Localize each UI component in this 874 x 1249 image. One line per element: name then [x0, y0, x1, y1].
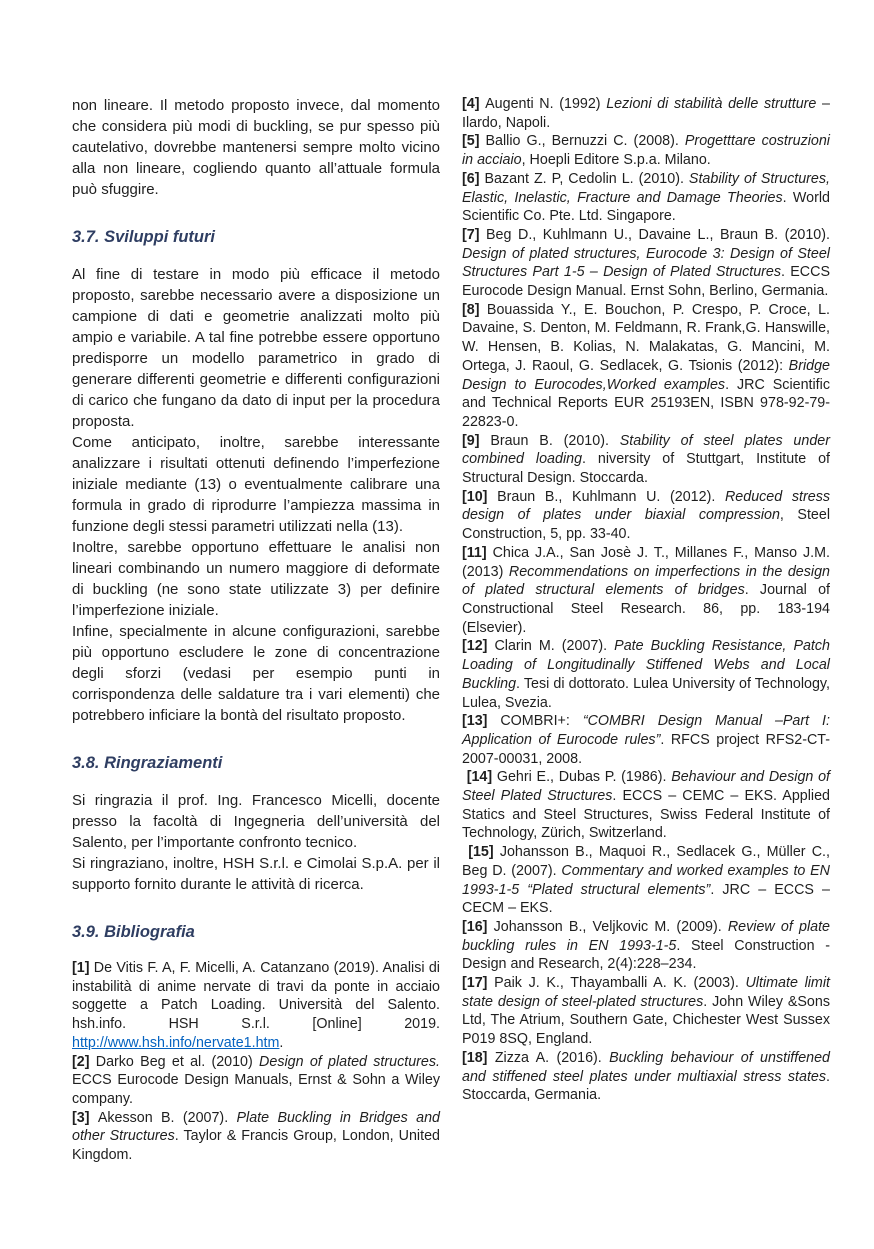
reference-text: Braun B. (2010).	[490, 432, 620, 449]
reference-text: . niversity of Stuttgart, Institute of Structural Design. Stoccarda.	[462, 451, 830, 487]
reference-text: . ECCS Eurocode Design Manual. Ernst Sohn, Berlino, Germania.	[462, 264, 830, 300]
reference-text: Beg D., Kuhlmann U., Davaine L., Braun B. (2010).	[486, 226, 830, 243]
reference-number: [11]	[462, 544, 493, 561]
reference-item	[462, 170, 830, 226]
reference-item	[462, 1049, 830, 1105]
reference-text: . Tesi di dottorato. Lulea University of Technology, Lulea, Svezia.	[462, 675, 830, 711]
reference-item	[462, 768, 830, 843]
reference-item	[72, 1109, 440, 1165]
reference-link[interactable]: http://www.hsh.info/nervate1.htm	[72, 1034, 280, 1051]
bibliography-list-right	[462, 95, 830, 1105]
reference-text: Johansson B., Maquoi R., Sedlacek G., Müller C., Beg D. (2007).	[462, 844, 831, 879]
paragraph: Si ringraziano, inoltre, HSH S.r.l. e Cimolai S.p.A. per il supporto fornito durante le attività di ricerca.	[72, 855, 440, 893]
reference-text: . JRC Scientific and Technical Reports EUR 25193EN, ISBN 978-92-79-22823-0.	[462, 376, 830, 430]
reference-text: De Vitis F. A, F. Micelli, A. Catanzano (2019). Analisi di instabilità di anime nervate di travi da ponte in acciaio soggette a Patch Loading. Università del Salento. hsh.info. HSH S.r.l. [Online] 2019.	[72, 960, 440, 1033]
reference-text: . JRC – ECCS – CECM – EKS.	[462, 881, 830, 917]
reference-text: Zizza A. (2016).	[494, 1049, 610, 1066]
reference-text: Stability of steel plates under combined loading	[462, 432, 830, 468]
paragraph: Infine, specialmente in alcune configurazioni, sarebbe più opportuno escludere le zone di concentrazione degli sforzi (vedasi per esempio punti in corrispondenza delle saldature tra i vari elementi) che potrebbero inficiare la bontà del risultato proposto.	[72, 623, 440, 724]
reference-text: COMBRI+:	[500, 713, 583, 730]
reference-text: Review of plate buckling rules in EN 1993-1-5	[462, 918, 830, 954]
reference-text: Clarin M. (2007).	[494, 638, 615, 655]
reference-text: Bazant Z. P, Cedolin L. (2010).	[484, 170, 689, 187]
right-column	[462, 95, 830, 1249]
reference-text: Plate Buckling in Bridges and other Structures	[72, 1109, 440, 1145]
reference-number: [1]	[72, 960, 94, 976]
reference-text: . World Scientific Co. Pte. Ltd. Singapore.	[462, 189, 831, 225]
reference-item	[462, 488, 830, 544]
reference-text: – Ilardo, Napoli.	[462, 96, 830, 131]
reference-item	[462, 301, 830, 432]
reference-number: [16]	[462, 918, 494, 935]
reference-number: [15]	[462, 844, 500, 861]
reference-item	[462, 544, 830, 638]
paragraph: Al fine di testare in modo più efficace il metodo proposto, sarebbe necessario avere a disposizione un campione di dati e geometrie analizzati molto più ampio e variabile. A tal fine potrebbe essere opportuno predisporre un modello parametrico in grado di generare differenti geometrie e differenti configurazioni di carico che fungano da dato di input per la procedura proposta.	[72, 266, 440, 430]
reference-text: Pate Buckling Resistance, Patch Loading of Longitudinally Stiffened Webs and Local Buckling	[462, 638, 830, 692]
reference-text: Progetttare costruzioni in acciaio	[462, 133, 830, 169]
reference-text: Stability of Structures, Elastic, Inelastic, Fracture and Damage Theories	[462, 170, 830, 206]
reference-item	[72, 959, 440, 1053]
reference-number: [12]	[462, 638, 495, 655]
reference-text: . ECCS – CEMC – EKS. Applied Statics and Steel Structures, Swiss Federal Institute of Technology, Zürich, Switzerland.	[462, 788, 830, 842]
reference-text: Lezioni di stabilità delle strutture	[606, 96, 817, 112]
reference-text: Design of plated structures.	[259, 1053, 440, 1070]
reference-text: Bouassida Y., E. Bouchon, P. Crespo, P. Croce, L. Davaine, S. Denton, M. Feldmann, R. Frank,G. Hanswille, W. Hensen, B. Kolias, N. Malakatas, G. Mancini, M. Ortega, J. Raoul, G. Sedlacek, G. Tsionis (2012):	[462, 301, 830, 374]
reference-text: Chica J.A., San Josè J. T., Millanes F., Manso J.M. (2013)	[462, 544, 830, 580]
paragraph-intro: non lineare. Il metodo proposto invece, dal momento che considera più modi di buckling, se pur spesso più cautelativo, dovrebbe mantenersi sempre molto vicino alla non lineare, cogliendo quanto all’attuale formula può sfuggire.	[72, 97, 440, 198]
reference-text: Buckling behaviour of unstiffened and stiffened steel plates under multiaxial stress states	[462, 1049, 830, 1085]
reference-text: Bridge Design to Eurocodes,Worked examples	[462, 357, 830, 393]
reference-text: , Steel Construction, 5, pp. 33-40.	[462, 507, 830, 543]
paragraph: Si ringrazia il prof. Ing. Francesco Micelli, docente presso la facoltà di Ingegneria dell’università del Salento, per l’importante confronto tecnico.	[72, 792, 440, 851]
reference-number: [4]	[462, 96, 486, 112]
reference-number: [3]	[72, 1109, 98, 1126]
reference-text: Ballio G., Bernuzzi C. (2008).	[485, 133, 685, 150]
reference-item	[72, 1053, 440, 1109]
reference-number: [8]	[462, 301, 487, 318]
reference-text: .	[279, 1034, 284, 1051]
reference-item	[462, 95, 830, 132]
paragraph: Come anticipato, inoltre, sarebbe interessante analizzare i risultati ottenuti definendo l’imperfezione iniziale mediante (13) o eventualmente calibrare una formula in grado di riprodurre l’ampiezza massima in funzione degli stessi parametri utilizzati nella (13).	[72, 434, 440, 535]
reference-number: [9]	[462, 432, 491, 449]
reference-number: [10]	[462, 488, 498, 505]
reference-number: [13]	[462, 713, 501, 730]
reference-number: [14]	[462, 769, 497, 786]
reference-item	[462, 132, 830, 169]
reference-text: . Steel Construction - Design and Research, 2(4):228–234.	[462, 937, 830, 973]
reference-item	[462, 918, 830, 974]
reference-text: ECCS Eurocode Design Manuals, Ernst & Sohn a Wiley company.	[72, 1072, 440, 1107]
reference-text: Johansson B., Veljkovic M. (2009).	[493, 918, 728, 935]
paragraph: Inoltre, sarebbe opportuno effettuare le analisi non lineari combinando un numero maggiore di deformate di buckling (ne sono state utilizzate 3) per definire l’imperfezione iniziale.	[72, 539, 440, 619]
reference-item	[462, 974, 830, 1049]
reference-number: [18]	[462, 1049, 495, 1066]
reference-number: [2]	[72, 1053, 96, 1070]
reference-text: Recommendations on imperfections in the design of plated structural elements of bridges	[462, 563, 830, 599]
reference-text: Reduced stress design of plates under biaxial compression	[462, 488, 830, 524]
reference-text: Behaviour and Design of Steel Plated Structures	[462, 769, 830, 805]
reference-text: . John Wiley &Sons Ltd, The Atrium, Southern Gate, Chichester West Sussex P019 8SQ, England.	[462, 993, 830, 1048]
reference-text: “COMBRI Design Manual –Part I: Application of Eurocode rules”	[462, 713, 830, 748]
section-heading-ringraziamenti: 3.8. Ringraziamenti	[72, 754, 223, 772]
reference-text: Design of plated structures, Eurocode 3: Design of Steel Structures Part 1-5 – Design of Plated Structures	[462, 245, 830, 281]
reference-item	[462, 712, 830, 768]
reference-number: [17]	[462, 975, 495, 992]
reference-text: Commentary and worked examples to EN 1993-1-5 “Plated structural elements”	[462, 862, 831, 898]
reference-text: . Journal of Constructional Steel Research. 86, pp. 183-194 (Elsevier).	[462, 582, 830, 636]
reference-text: , Hoepli Editore S.p.a. Milano.	[521, 152, 711, 169]
reference-text: Ultimate limit state design of steel-plated structures	[462, 975, 830, 1010]
reference-text: Akesson B. (2007).	[97, 1109, 237, 1126]
section-heading-sviluppi-futuri: 3.7. Sviluppi futuri	[72, 228, 216, 246]
bibliography-list-left	[72, 959, 440, 1165]
reference-text: . RFCS project RFS2-CT-2007-00031, 2008.	[462, 731, 830, 767]
reference-text: Gehri E., Dubas P. (1986).	[496, 769, 672, 786]
reference-text: . Taylor & Francis Group, London, United Kingdom.	[72, 1128, 440, 1164]
reference-item	[462, 432, 830, 488]
reference-item	[462, 843, 830, 918]
reference-number: [5]	[462, 133, 486, 150]
reference-text: Paik J. K., Thayamballi A. K. (2003).	[494, 975, 746, 992]
reference-text: . Stoccarda, Germania.	[462, 1068, 830, 1104]
reference-text: Augenti N. (1992)	[485, 96, 607, 112]
reference-item	[462, 226, 830, 301]
reference-number: [6]	[462, 170, 485, 187]
section-heading-bibliografia: 3.9. Bibliografia	[72, 923, 195, 941]
reference-item	[462, 637, 830, 712]
reference-text: Braun B., Kuhlmann U. (2012).	[497, 488, 725, 505]
left-column	[72, 95, 440, 1249]
reference-number: [7]	[462, 226, 487, 243]
reference-text: Darko Beg et al. (2010)	[95, 1053, 260, 1070]
